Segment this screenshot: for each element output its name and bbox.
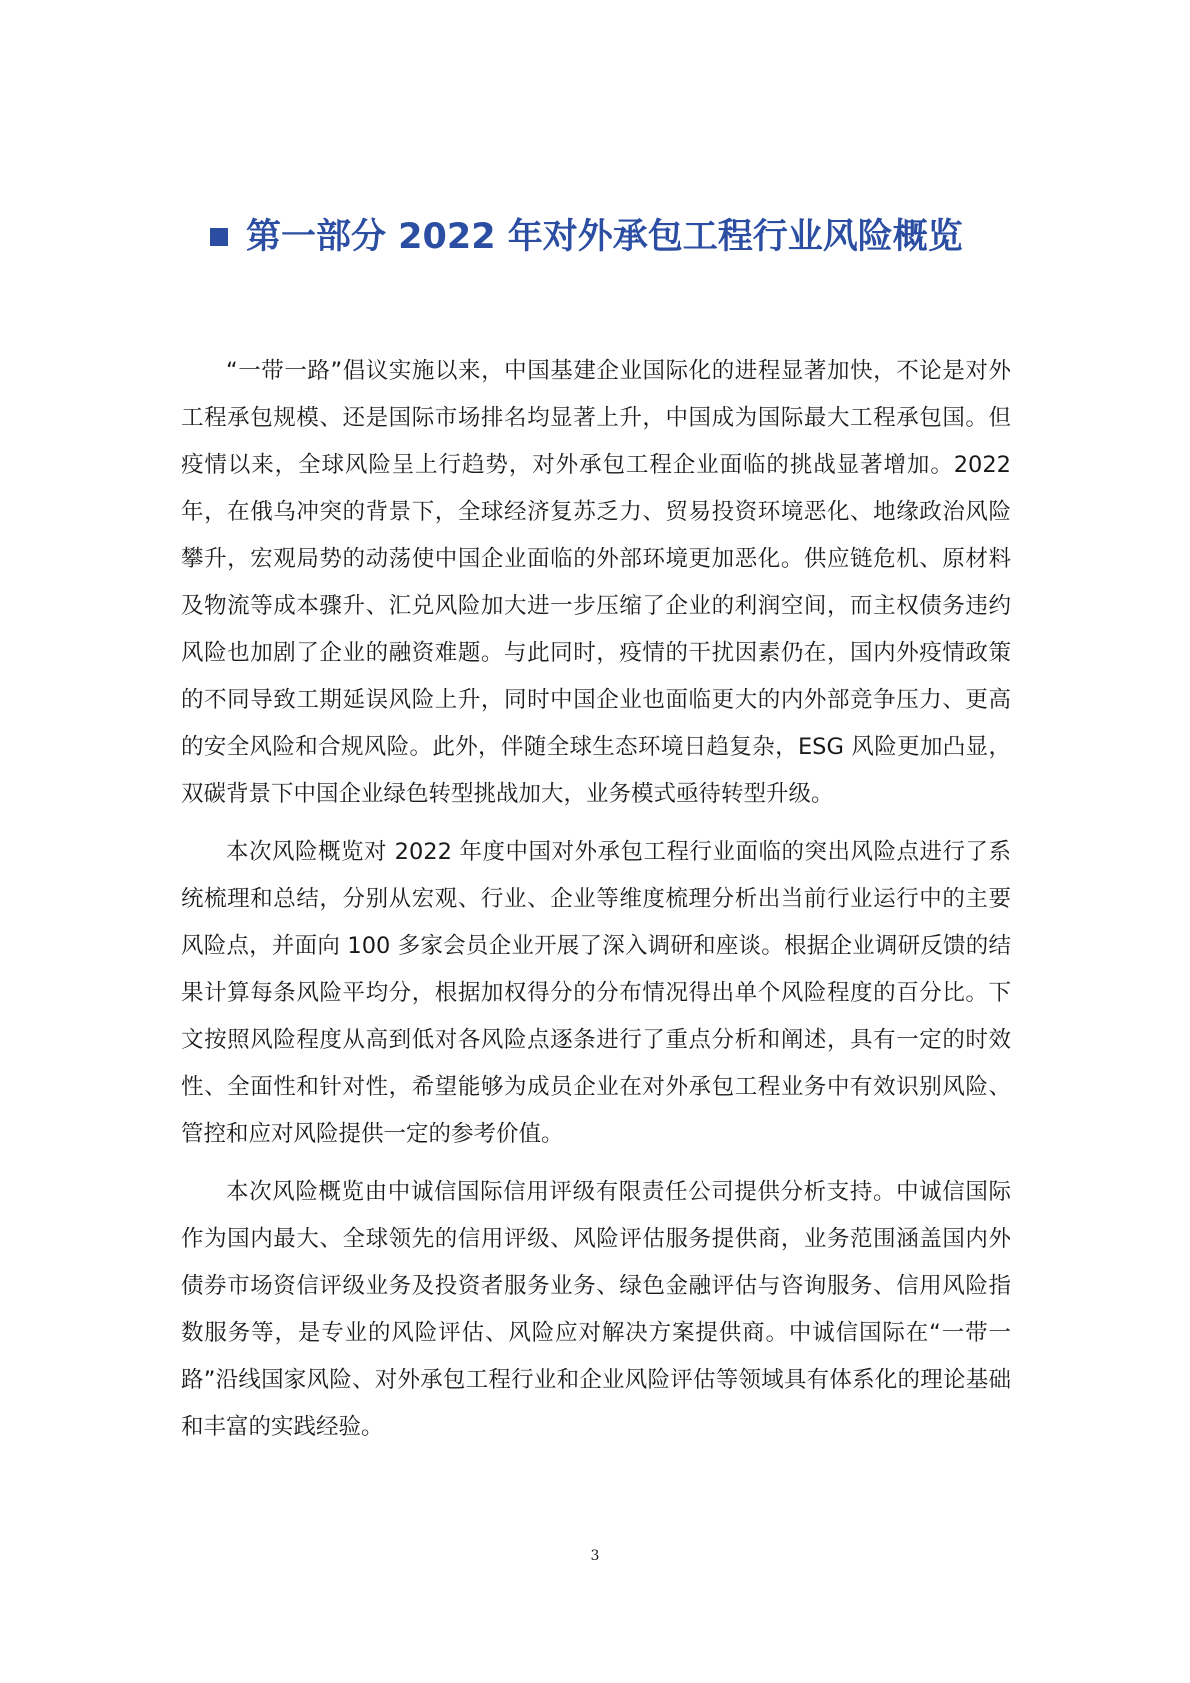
section-heading <box>210 212 963 262</box>
paragraph-intro: “一带一路”倡议实施以来，中国基建企业国际化的进程显著加快，不论是对外工程承包规模、还是国际市场排名均显著上升，中国成为国际最大工程承包国。但疫情以来，全球风险呈上行趋势，对外承包工程企业面临的挑战显著增加。2022 年，在俄乌冲突的背景下，全球经济复苏乏力、贸易投资环境恶化、地缘政治风险攀升，宏观局势的动荡使中国企业面临的外部环境更加恶化。供应链危机、原材料及物流等成本骤升、汇兑风险加大进一步压缩了企业的利润空间，而主权债务违约风险也加剧了企业的融资难题。与此同时，疫情的干扰因素仍在，国内外疫情政策的不同导致工期延误风险上升，同时中国企业也面临更大的内外部竞争压力、更高的安全风险和合规风险。此外，伴随全球生态环境日趋复杂，ESG 风险更加凸显，双碳背景下中国企业绿色转型挑战加大，业务模式亟待转型升级。 <box>181 358 1011 807</box>
square-bullet-icon <box>210 228 228 246</box>
paragraph-support: 本次风险概览由中诚信国际信用评级有限责任公司提供分析支持。中诚信国际作为国内最大、全球领先的信用评级、风险评估服务提供商，业务范围涵盖国内外债券市场资信评级业务及投资者服务业务、绿色金融评估与咨询服务、信用风险指数服务等，是专业的风险评估、风险应对解决方案提供商。中诚信国际在“一带一路”沿线国家风险、对外承包工程行业和企业风险评估等领域具有体系化的理论基础和丰富的实践经验。 <box>181 1179 1011 1440</box>
page-title: 第一部分 2022 年对外承包工程行业风险概览 <box>246 217 963 257</box>
body-text <box>181 348 1011 1462</box>
page-number: 3 <box>590 1548 600 1564</box>
paragraph-overview-method: 本次风险概览对 2022 年度中国对外承包工程行业面临的突出风险点进行了系统梳理和总结，分别从宏观、行业、企业等维度梳理分析出当前行业运行中的主要风险点，并面向 100 多家会员企业开展了深入调研和座谈。根据企业调研反馈的结果计算每条风险平均分，根据加权得分的分布情况得出单个风险程度的百分比。下文按照风险程度从高到低对各风险点逐条进行了重点分析和阐述，具有一定的时效性、全面性和针对性，希望能够为成员企业在对外承包工程业务中有效识别风险、管控和应对风险提供一定的参考价值。 <box>181 839 1011 1147</box>
